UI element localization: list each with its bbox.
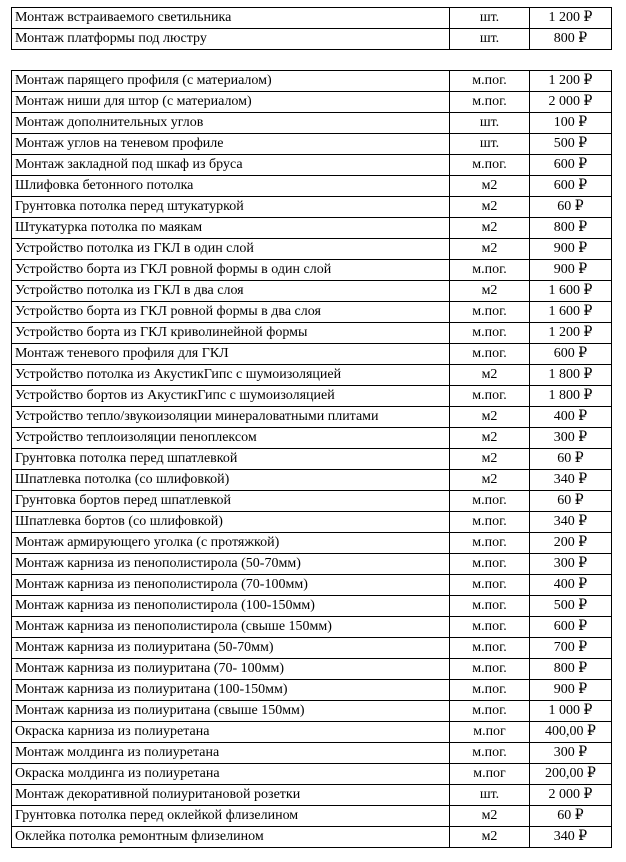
service-name-cell: Монтаж армирующего уголка (с протяжкой) [12,533,450,554]
unit-cell: м2 [450,806,530,827]
service-name-cell: Окраска карниза из полиуретана [12,722,450,743]
table-row [12,344,612,365]
unit-cell: м.пог. [450,323,530,344]
unit-cell: м2 [450,470,530,491]
table-row [12,449,612,470]
service-name-cell: Монтаж карниза из полиуритана (50-70мм) [12,638,450,659]
unit-cell: м.пог. [450,701,530,722]
service-name-cell: Шпатлевка бортов (со шлифовкой) [12,512,450,533]
service-name-cell: Монтаж карниза из полиуритана (70- 100мм) [12,659,450,680]
table-row [12,260,612,281]
price-cell: 400 ₽ [530,407,612,428]
unit-cell: м2 [450,407,530,428]
unit-cell: м.пог. [450,92,530,113]
service-name-cell: Грунтовка потолка перед оклейкой флизелином [12,806,450,827]
price-cell: 600 ₽ [530,617,612,638]
table-row [12,533,612,554]
unit-cell: м.пог. [450,617,530,638]
price-cell: 500 ₽ [530,134,612,155]
table-row [12,92,612,113]
price-cell: 1 000 ₽ [530,701,612,722]
table-row [12,575,612,596]
unit-cell: м2 [450,239,530,260]
table-row [12,407,612,428]
price-cell: 60 ₽ [530,449,612,470]
table-row [12,386,612,407]
unit-cell: м2 [450,428,530,449]
table-row [12,554,612,575]
unit-cell: м.пог. [450,596,530,617]
price-cell: 200 ₽ [530,533,612,554]
price-cell: 2 000 ₽ [530,785,612,806]
price-cell: 700 ₽ [530,638,612,659]
price-cell: 1 600 ₽ [530,281,612,302]
price-table-top-body [12,8,612,50]
unit-cell: шт. [450,134,530,155]
price-cell: 1 200 ₽ [530,8,612,29]
service-name-cell: Монтаж теневого профиля для ГКЛ [12,344,450,365]
table-row [12,281,612,302]
table-row [12,323,612,344]
unit-cell: м2 [450,176,530,197]
table-row [12,827,612,848]
unit-cell: м.пог. [450,260,530,281]
unit-cell: м.пог. [450,554,530,575]
unit-cell: м2 [450,281,530,302]
unit-cell: м.пог. [450,743,530,764]
service-name-cell: Монтаж углов на теневом профиле [12,134,450,155]
price-cell: 800 ₽ [530,29,612,50]
price-cell: 600 ₽ [530,155,612,176]
price-cell: 500 ₽ [530,596,612,617]
service-name-cell: Монтаж карниза из полиуритана (свыше 150мм) [12,701,450,722]
service-name-cell: Монтаж карниза из пенополистирола (100-150мм) [12,596,450,617]
table-row [12,722,612,743]
service-name-cell: Устройство потолка из ГКЛ в два слоя [12,281,450,302]
unit-cell: шт. [450,785,530,806]
table-row [12,134,612,155]
price-table-top [11,7,612,50]
table-row [12,659,612,680]
table-row [12,764,612,785]
unit-cell: м.пог. [450,302,530,323]
unit-cell: м2 [450,365,530,386]
table-row [12,71,612,92]
service-name-cell: Устройство теплоизоляции пеноплексом [12,428,450,449]
unit-cell: м.пог. [450,344,530,365]
unit-cell: м.пог. [450,155,530,176]
service-name-cell: Грунтовка потолка перед шпатлевкой [12,449,450,470]
service-name-cell: Грунтовка потолка перед штукатуркой [12,197,450,218]
price-cell: 600 ₽ [530,344,612,365]
table-row [12,680,612,701]
price-cell: 1 800 ₽ [530,365,612,386]
price-cell: 60 ₽ [530,197,612,218]
table-row [12,29,612,50]
service-name-cell: Шлифовка бетонного потолка [12,176,450,197]
service-name-cell: Монтаж декоративной полиуритановой розетки [12,785,450,806]
price-cell: 800 ₽ [530,659,612,680]
service-name-cell: Устройство тепло/звукоизоляции минераловатными плитами [12,407,450,428]
unit-cell: м2 [450,218,530,239]
price-cell: 400,00 ₽ [530,722,612,743]
unit-cell: м.пог. [450,680,530,701]
service-name-cell: Монтаж карниза из пенополистирола (70-100мм) [12,575,450,596]
service-name-cell: Монтаж карниза из полиуритана (100-150мм) [12,680,450,701]
table-row [12,470,612,491]
service-name-cell: Монтаж встраиваемого светильника [12,8,450,29]
table-row [12,512,612,533]
price-cell: 340 ₽ [530,827,612,848]
price-cell: 1 800 ₽ [530,386,612,407]
price-cell: 900 ₽ [530,239,612,260]
price-cell: 800 ₽ [530,218,612,239]
unit-cell: м2 [450,197,530,218]
price-cell: 400 ₽ [530,575,612,596]
unit-cell: м.пог. [450,512,530,533]
service-name-cell: Штукатурка потолка по маякам [12,218,450,239]
unit-cell: м.пог. [450,575,530,596]
service-name-cell: Монтаж дополнительных углов [12,113,450,134]
service-name-cell: Монтаж карниза из пенополистирола (50-70мм) [12,554,450,575]
price-cell: 60 ₽ [530,491,612,512]
unit-cell: м.пог. [450,638,530,659]
price-cell: 60 ₽ [530,806,612,827]
table-row [12,596,612,617]
table-row [12,155,612,176]
unit-cell: м.пог [450,764,530,785]
table-row [12,785,612,806]
unit-cell: м.пог. [450,659,530,680]
table-row [12,197,612,218]
table-row [12,428,612,449]
table-row [12,638,612,659]
price-cell: 900 ₽ [530,260,612,281]
service-name-cell: Устройство потолка из АкустикГипс с шумоизоляцией [12,365,450,386]
table-row [12,743,612,764]
price-cell: 300 ₽ [530,554,612,575]
service-name-cell: Монтаж карниза из пенополистирола (свыше 150мм) [12,617,450,638]
price-cell: 340 ₽ [530,470,612,491]
unit-cell: м.пог [450,722,530,743]
price-cell: 1 200 ₽ [530,71,612,92]
service-name-cell: Монтаж ниши для штор (с материалом) [12,92,450,113]
service-name-cell: Устройство бортов из АкустикГипс с шумоизоляцией [12,386,450,407]
service-name-cell: Монтаж закладной под шкаф из бруса [12,155,450,176]
price-cell: 200,00 ₽ [530,764,612,785]
service-name-cell: Устройство борта из ГКЛ криволинейной формы [12,323,450,344]
unit-cell: м.пог. [450,533,530,554]
service-name-cell: Монтаж молдинга из полиуретана [12,743,450,764]
unit-cell: м2 [450,449,530,470]
service-name-cell: Оклейка потолка ремонтным флизелином [12,827,450,848]
service-name-cell: Устройство потолка из ГКЛ в один слой [12,239,450,260]
price-cell: 1 200 ₽ [530,323,612,344]
unit-cell: м.пог. [450,71,530,92]
table-row [12,176,612,197]
service-name-cell: Монтаж платформы под люстру [12,29,450,50]
table-row [12,218,612,239]
price-cell: 300 ₽ [530,743,612,764]
service-name-cell: Устройство борта из ГКЛ ровной формы в один слой [12,260,450,281]
price-cell: 600 ₽ [530,176,612,197]
table-row [12,617,612,638]
table-row [12,491,612,512]
price-cell: 900 ₽ [530,680,612,701]
unit-cell: м.пог. [450,491,530,512]
service-name-cell: Грунтовка бортов перед шпатлевкой [12,491,450,512]
table-row [12,701,612,722]
price-cell: 340 ₽ [530,512,612,533]
price-cell: 2 000 ₽ [530,92,612,113]
price-cell: 1 600 ₽ [530,302,612,323]
service-name-cell: Устройство борта из ГКЛ ровной формы в два слоя [12,302,450,323]
unit-cell: шт. [450,29,530,50]
unit-cell: м2 [450,827,530,848]
price-cell: 300 ₽ [530,428,612,449]
table-row [12,113,612,134]
table-row [12,239,612,260]
service-name-cell: Шпатлевка потолка (со шлифовкой) [12,470,450,491]
service-name-cell: Монтаж парящего профиля (с материалом) [12,71,450,92]
price-table-main [11,70,612,848]
unit-cell: шт. [450,113,530,134]
table-row [12,302,612,323]
table-row [12,8,612,29]
price-table-main-body [12,71,612,848]
price-cell: 100 ₽ [530,113,612,134]
table-row [12,806,612,827]
table-row [12,365,612,386]
service-name-cell: Окраска молдинга из полиуретана [12,764,450,785]
unit-cell: шт. [450,8,530,29]
unit-cell: м.пог. [450,386,530,407]
